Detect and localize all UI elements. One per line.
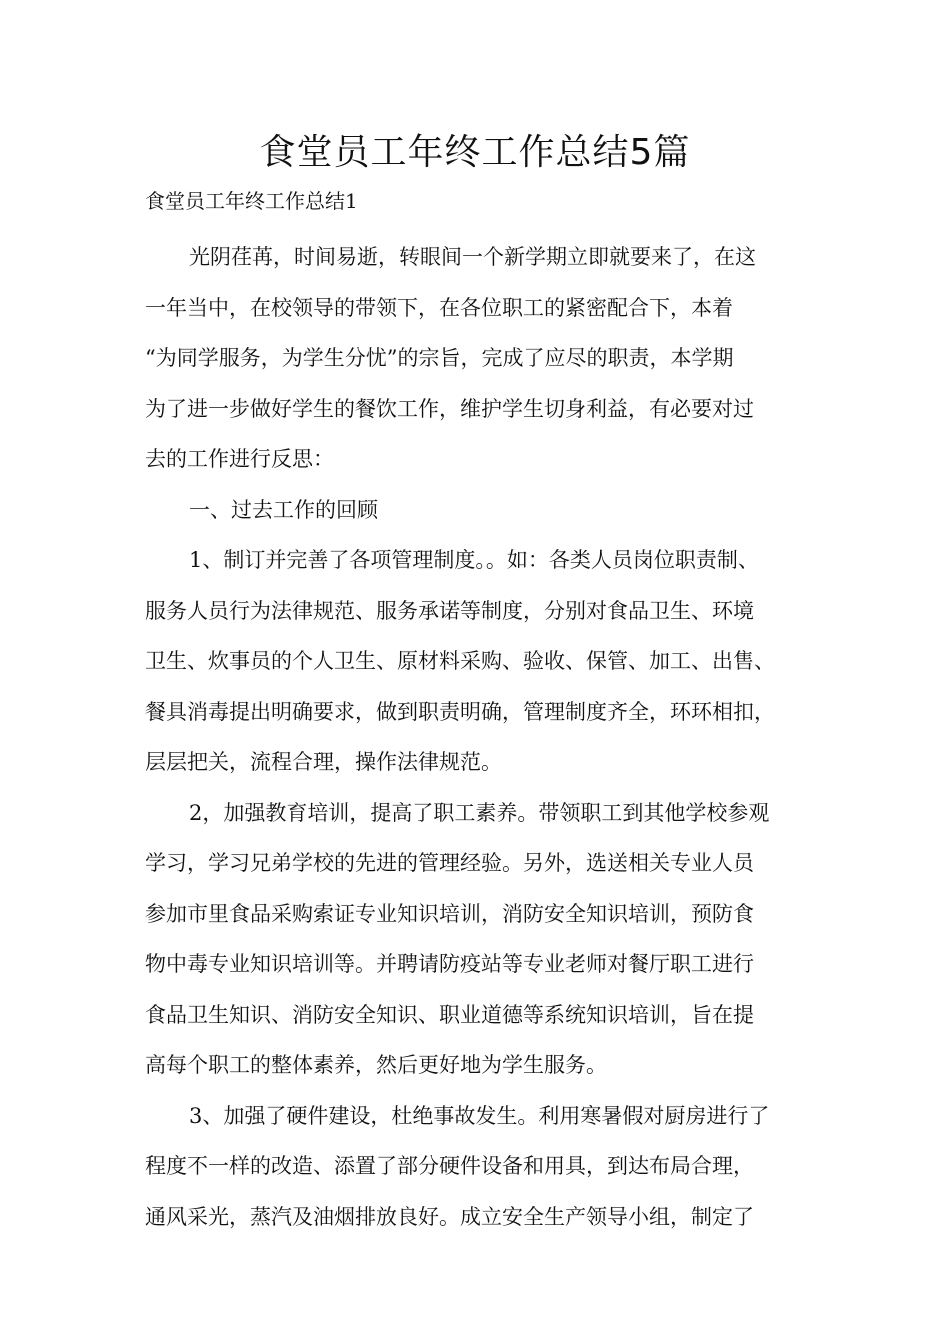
paragraph-item-3 (145, 1091, 825, 1243)
text-line: 参加市里食品采购索证专业知识培训，消防安全知识培训，预防食 (145, 901, 754, 926)
text-line: 通风采光，蒸汽及油烟排放良好。成立安全生产领导小组，制定了 (145, 1204, 754, 1229)
text-line: 程度不一样的改造、添置了部分硬件设备和用具，到达布局合理， (145, 1154, 754, 1178)
paragraph-item-1 (145, 535, 825, 788)
text-line: 去的工作进行反思： (145, 447, 334, 471)
text-line: 层层把关，流程合理，操作法律规范。 (145, 750, 502, 774)
text-line: 一年当中，在校领导的带领下，在各位职工的紧密配合下，本着 (145, 295, 733, 320)
text-line: 学习，学习兄弟学校的先进的管理经验。另外，选送相关专业人员 (145, 851, 754, 875)
text-line: 物中毒专业知识培训等。并聘请防疫站等专业老师对餐厅职工进行 (145, 952, 754, 976)
text-line: 3、加强了硬件建设，杜绝事故发生。利用寒暑假对厨房进行了 (189, 1103, 770, 1128)
text-line: 2，加强教育培训，提高了职工素养。带领职工到其他学校参观 (189, 800, 770, 825)
text-line: “为同学服务，为学生分忧”的宗旨，完成了应尽的职责，本学期 (145, 346, 734, 370)
section-heading (145, 485, 825, 536)
text-line: 餐具消毒提出明确要求，做到职责明确，管理制度齐全，环环相扣， (145, 699, 775, 724)
text-line: 卫生、炊事员的个人卫生、原材料采购、验收、保管、加工、出售、 (145, 649, 775, 673)
text-line: 光阴荏苒，时间易逝，转眼间一个新学期立即就要来了，在这 (189, 245, 756, 269)
text-line: 高每个职工的整体素养，然后更好地为学生服务。 (145, 1053, 607, 1077)
paragraph-intro (145, 232, 825, 485)
text-line: 为了进一步做好学生的餐饮工作，维护学生切身利益，有必要对过 (145, 396, 754, 421)
document-subtitle: 食堂员工年终工作总结1 (145, 189, 358, 213)
text-line: 服务人员行为法律规范、服务承诺等制度，分别对食品卫生、环境 (145, 598, 754, 623)
text-line: 一、过去工作的回顾 (189, 497, 378, 522)
text-line: 食品卫生知识、消防安全知识、职业道德等系统知识培训，旨在提 (145, 1002, 754, 1027)
text-line: 1、制订并完善了各项管理制度。。如：各类人员岗位职责制、 (189, 548, 759, 572)
document-title: 食堂员工年终工作总结5篇 (259, 132, 691, 173)
document-body (145, 232, 825, 1242)
paragraph-item-2 (145, 788, 825, 1091)
